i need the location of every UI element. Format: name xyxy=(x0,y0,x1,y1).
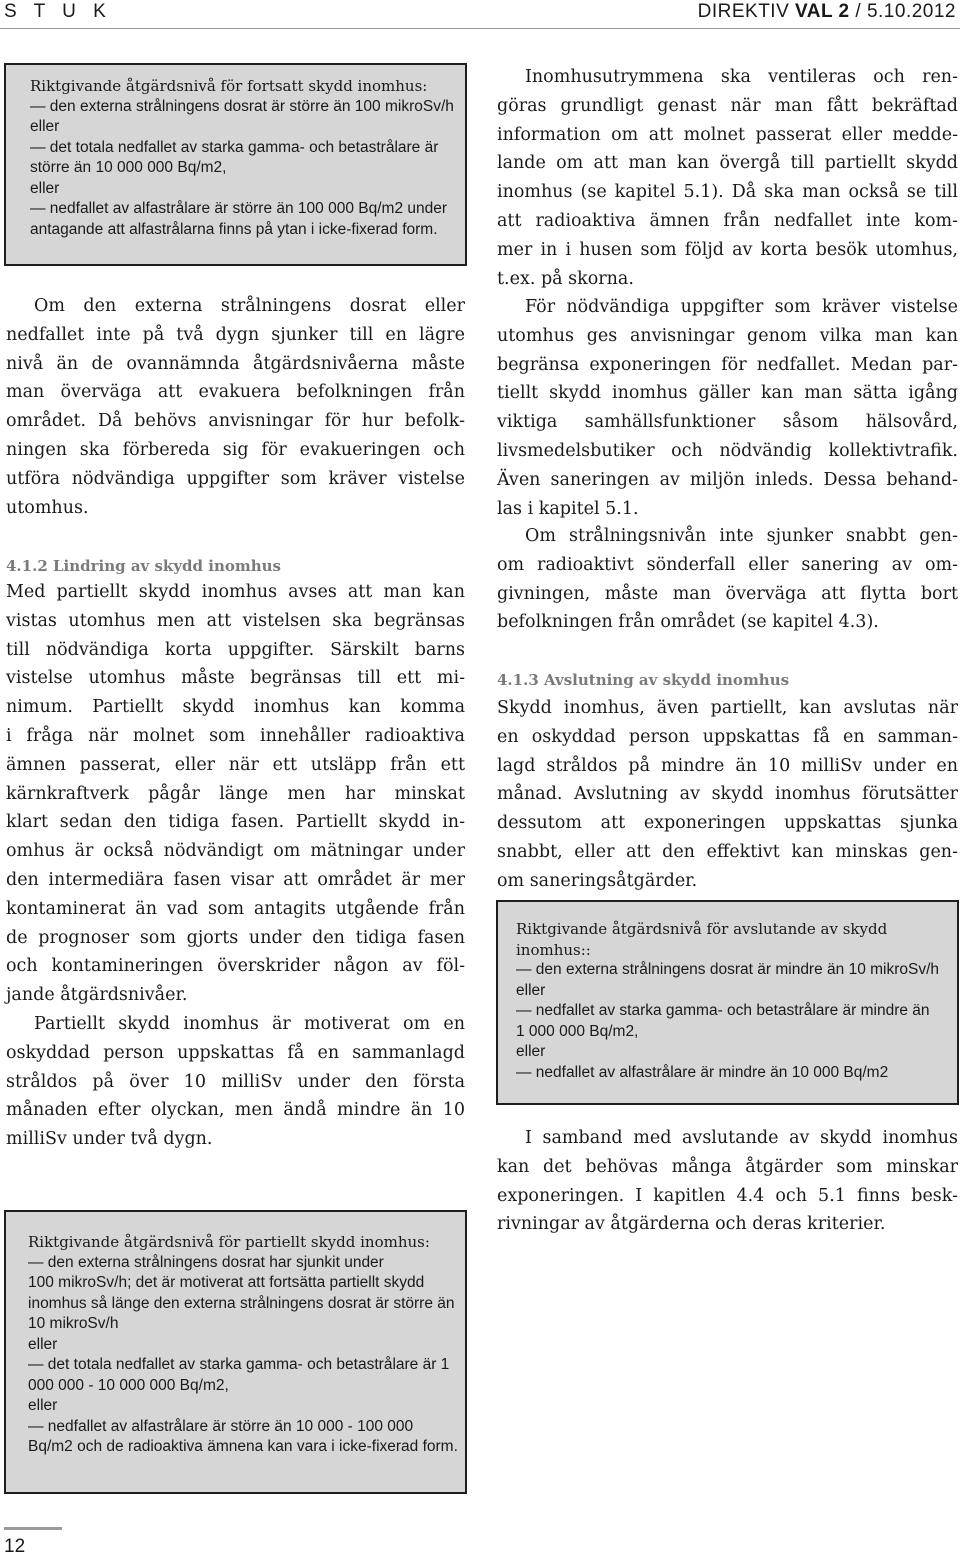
action-level-box-continued-shelter: Riktgivande åtgärdsnivå för fortsatt skydd inomhus: — den externa strålningens dosrat är större än 100 mikroSv/h eller — det totala nedfallet av starka gamma- och betastrålare är större än 10 000 000 Bq/m2, eller — nedfallet av alfastrålare är större än 100 000 Bq/m2 under antagande att alfastrålarna finns på ytan i icke-fixerad form. xyxy=(4,63,467,266)
box-title: Riktgivande åtgärdsnivå för avslutande av skydd xyxy=(516,920,888,938)
box-title: Riktgivande åtgärdsnivå för fortsatt skydd inomhus: xyxy=(30,77,428,95)
document-id: DIREKTIV VAL 2 / 5.10.2012 xyxy=(697,1,956,22)
action-level-box-end-shelter: Riktgivande åtgärdsnivå för avslutande av skydd inomhus:: — den externa strålningens dosrat är mindre än 10 mikroSv/h eller — nedfallet av starka gamma- och betastrålare är mindre än 1 000 000 Bq/m2, eller — nedfallet av alfastrålare är mindre än 10 000 Bq/m2 xyxy=(496,900,959,1105)
body-paragraph: I samband med avslutande av skydd inomhus kan det behövas många åtgärder som minskar exponeringen. I kapitlen 4.4 och 5.1 finns besk- rivningar av åtgärderna och deras kriterier. xyxy=(497,1128,958,1235)
header-rule xyxy=(0,28,960,29)
page-number: 12 xyxy=(4,1536,26,1557)
body-paragraph: Om strålningsnivån inte sjunker snabbt gen- om radioaktivt sönderfall eller sanering av om- givningen, måste man överväga att flytta bort befolkningen från området (se kapitel 4.3). xyxy=(497,526,958,633)
body-paragraph: Inomhusutrymmena ska ventileras och ren- göras grundligt genast när man fått bekräftad information om att molnet passerat eller medde- lande om att man kan övergå till partiellt skydd inomhus (se kapitel 5.1). Då ska man också se till att radioaktiva ämnen från nedfallet inte kom- mer in i husen som följd av korta besök utomhus, t.ex. på skorna. xyxy=(497,67,958,289)
section-heading-4-1-2: 4.1.2 Lindring av skydd inomhus xyxy=(6,557,281,575)
publisher-name: S T U K xyxy=(4,1,112,22)
body-paragraph: För nödvändiga uppgifter som kräver vistelse utomhus ges anvisningar genom vilka man kan begränsa exponeringen för nedfallet. Medan par- tiellt skydd inomhus gäller kan man sätta igång viktiga samhällsfunktioner såsom hälsovård, livsmedelsbutiker och nödvändig kollektivtrafik. Även saneringen av miljön inleds. Dessa behand- las i kapitel 5.1. xyxy=(497,297,958,519)
body-paragraph: Om den externa strålningens dosrat eller nedfallet inte på två dygn sjunker till en lägre nivå än de ovannämnda åtgärdsnivåerna måste man överväga att evakuera befolkningen från området. Då behövs anvisningar för hur befolk- ningen ska förbereda sig för evakueringen och utföra nödvändiga uppgifter som kräver vistelse utomhus. xyxy=(6,296,465,518)
box-title: Riktgivande åtgärdsnivå för partiellt skydd inomhus: xyxy=(28,1233,430,1251)
action-level-box-partial-shelter: Riktgivande åtgärdsnivå för partiellt skydd inomhus: — den externa strålningens dosrat har sjunkit under 100 mikroSv/h; det är motiverat att fortsätta partiellt skydd inomhus så länge den externa strålningens dosrat är större än 10 mikroSv/h eller — det totala nedfallet av starka gamma- och betastrålare är 1 000 000 - 10 000 000 Bq/m2, eller — nedfallet av alfastrålare är större än 10 000 - 100 000 Bq/m2 och de radioaktiva ämnena kan vara i icke-fixerad form. xyxy=(4,1210,467,1494)
body-paragraph: Skydd inomhus, även partiellt, kan avslutas när en oskyddad person uppskattas få en samman- lagd stråldos på mindre än 10 milliSv under en månad. Avslutning av skydd inomhus förutsätter dessutom att exponeringen uppskattas sjunka snabbt, eller att den effektivt kan minskas gen- om saneringsåtgärder. xyxy=(497,698,958,891)
footer-rule xyxy=(4,1527,62,1530)
body-paragraph: Med partiellt skydd inomhus avses att man kan vistas utomhus men att vistelsen ska begränsas till nödvändiga korta uppgifter. Särskilt barns vistelse utomhus måste begränsas till ett mi- nimum. Partiellt skydd inomhus kan komma i fråga när molnet som innehåller radioaktiva ämnen passerat, eller när ett utsläpp från ett kärnkraftverk pågår länge men har minskat klart sedan den tidiga fasen. Partiellt skydd in- omhus är också nödvändigt om mätningar under den intermediära fasen visar att området är mer kontaminerat än vad som antagits utgående från de prognoser som gjorts under den tidiga fasen och kontamineringen överskrider någon av föl- jande åtgärdsnivåer. xyxy=(6,582,465,1006)
body-paragraph: Partiellt skydd inomhus är motiverat om en oskyddad person uppskattas få en sammanlagd stråldos på över 10 milliSv under den första månaden efter olyckan, men ändå mindre än 10 milliSv under två dygn. xyxy=(6,1014,465,1150)
section-heading-4-1-3: 4.1.3 Avslutning av skydd inomhus xyxy=(497,671,790,689)
page-header xyxy=(0,0,960,26)
